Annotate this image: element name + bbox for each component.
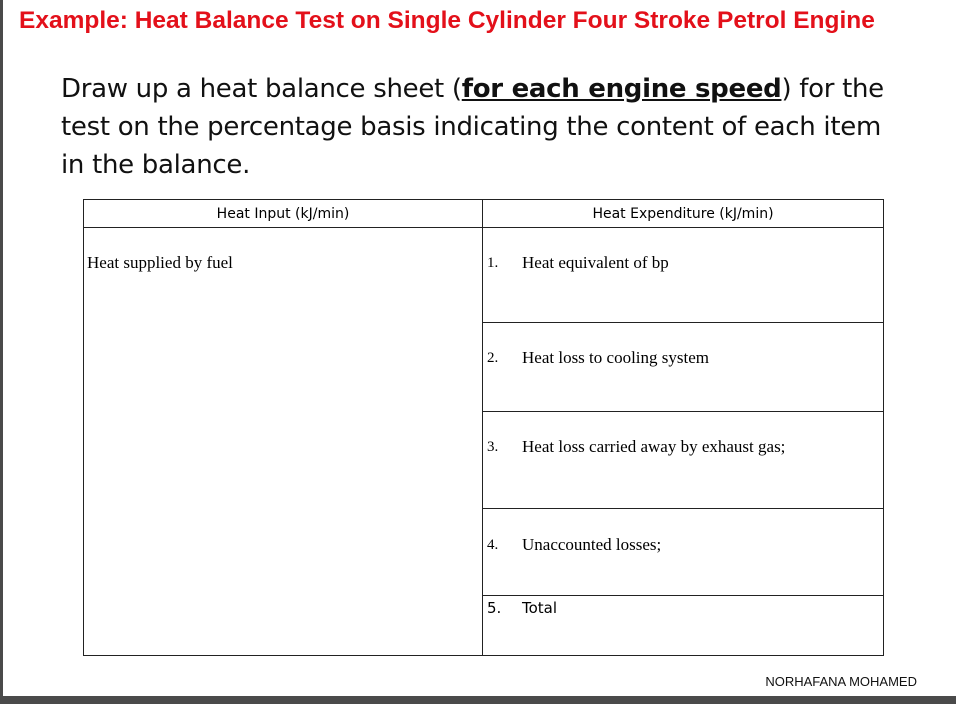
expenditure-row	[483, 228, 884, 323]
expenditure-row	[483, 509, 884, 596]
header-heat-input: Heat Input (kJ/min)	[84, 200, 483, 228]
intro-text	[61, 70, 901, 184]
item-number: 4.	[487, 537, 499, 553]
item-number: 3.	[487, 439, 499, 455]
intro-after: ) for the test on the percentage basis indicating the content of each item in the balance.	[61, 74, 884, 180]
header-heat-expenditure: Heat Expenditure (kJ/min)	[483, 200, 884, 228]
author-footer: NORHAFANA MOHAMED	[765, 674, 917, 689]
expenditure-row	[483, 596, 884, 656]
item-label: Total	[522, 599, 558, 617]
item-label: Heat loss carried away by exhaust gas;	[522, 437, 786, 456]
slide-title: Example: Heat Balance Test on Single Cylinder Four Stroke Petrol Engine	[19, 7, 875, 34]
expenditure-row	[483, 412, 884, 509]
intro-emphasis: for each engine speed	[461, 74, 782, 104]
item-label: Heat equivalent of bp	[522, 253, 669, 272]
intro-before: Draw up a heat balance sheet (	[61, 74, 462, 104]
slide	[3, 0, 956, 696]
expenditure-row	[483, 323, 884, 412]
item-number: 5.	[487, 599, 502, 617]
heat-balance-table	[83, 199, 884, 656]
input-item: Heat supplied by fuel	[87, 253, 233, 272]
item-label: Heat loss to cooling system	[522, 348, 709, 367]
input-cell	[84, 228, 483, 656]
table-header-row	[84, 200, 884, 228]
item-label: Unaccounted losses;	[522, 535, 662, 554]
table-row	[84, 228, 884, 323]
item-number: 2.	[487, 350, 499, 366]
item-number: 1.	[487, 255, 499, 271]
